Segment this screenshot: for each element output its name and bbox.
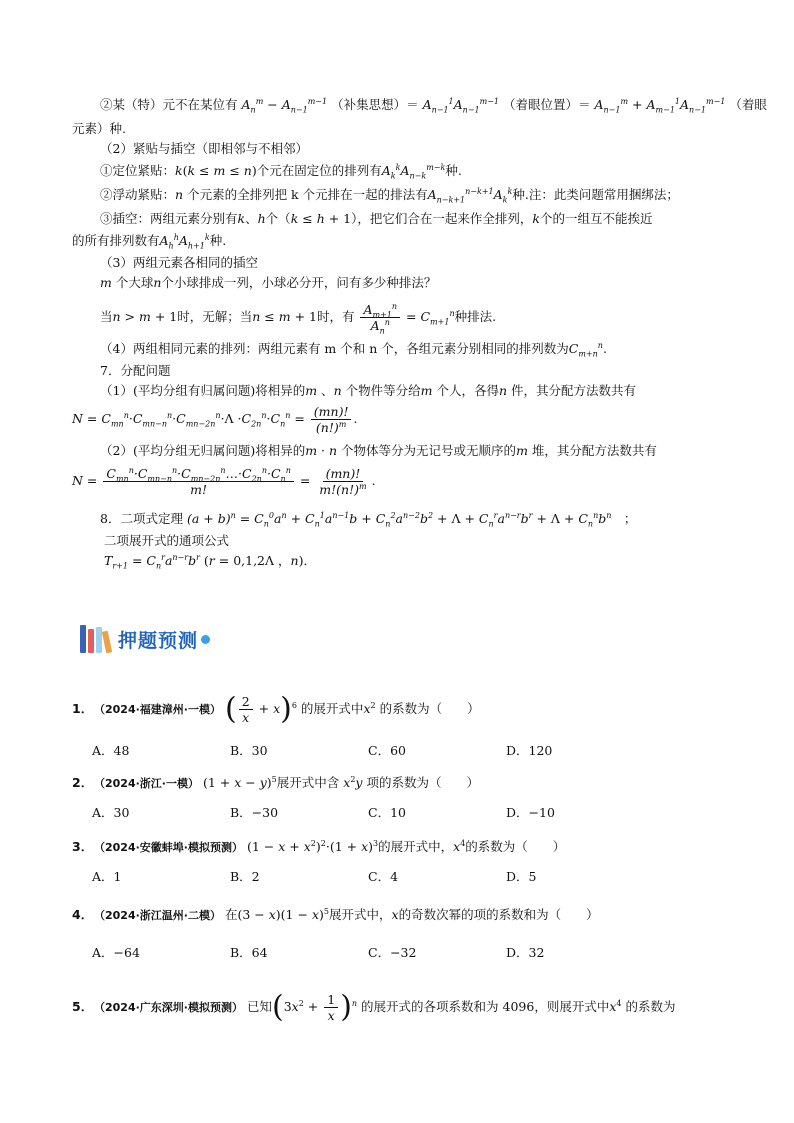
note-line-16: N = $\frac{C_{mn}^n\cdot C_{mn-n}^n\cdot C_{mn-2n}^n\dots\cdot C_{2n}^n\cdot C_n^n}{m!}$ = $\frac{(mn)!}{m!(n!)^m}$ . xyxy=(72,465,376,497)
note-line-6: ③插空：两组元素分别有k、h个（k ≤ h + 1），把它们合在一起来作全排列，k个的一组互不能挨近 xyxy=(100,211,653,226)
note-line-3: （2）紧贴与插空（即相邻与不相邻） xyxy=(100,141,308,156)
question-3-options xyxy=(92,868,644,886)
option-b[interactable]: B．2 xyxy=(230,869,260,884)
option-a[interactable]: A．48 xyxy=(92,743,130,758)
question-5: 5．（2024·广东深圳·模拟预测） 已知($3x^2$ + $\frac{1}{x}$ )$^n$ 的展开式的各项系数和为 4096，则展开式中$x^4$ 的系数为 xyxy=(72,989,676,1025)
books-icon xyxy=(80,625,112,653)
note-line-8: （3）两组元素各相同的插空 xyxy=(100,255,258,270)
question-2-options xyxy=(92,804,644,822)
option-d[interactable]: D．5 xyxy=(506,869,537,884)
section-title: 押题预测 xyxy=(118,629,199,652)
note-line-4: ①定位紧贴：k(k ≤ m ≤ n)个元在固定位的排列有$A_k^kA_{n-k}^{m-k}$种. xyxy=(100,162,462,181)
question-2: 2．（2024·浙江·一模） $(1 + x - y)^5$展开式中含 $x^2y$ 项的系数为（ ） xyxy=(72,774,479,790)
question-1-options xyxy=(92,742,644,760)
option-b[interactable]: B．−30 xyxy=(230,805,279,820)
note-line-12: 7．分配问题 xyxy=(100,363,171,378)
option-c[interactable]: C．−32 xyxy=(368,945,417,960)
note-line-7: 的所有排列数有$A_h^hA_{h+1}^k$种. xyxy=(72,232,227,251)
option-d[interactable]: D．120 xyxy=(506,743,553,758)
question-1: 1．（2024·福建漳州·一模） ( $\frac{2}{x}$ + x)$^6$ 的展开式中$x^2$ 的系数为（ ） xyxy=(72,691,480,727)
note-line-1: ②某（特）元不在某位有 $A_n^m - A_{n-1}^{m-1}$ （补集思想）＝ $A_{n-1}^1A_{n-1}^{m-1}$ （着眼位置）＝ $A_{n-1}^m + A_{m-1}^1A_{n-1}^{m-1}$ （着眼 xyxy=(100,96,767,115)
option-c[interactable]: C．60 xyxy=(368,743,406,758)
note-line-5: ②浮动紧贴：n 个元素的全排列把 k 个元排在一起的排法有$A_{n-k+1}^{n-k+1}A_k^k$种.注：此类问题常用捆绑法； xyxy=(100,186,679,205)
option-b[interactable]: B．64 xyxy=(230,945,268,960)
note-line-9: m 个大球n个小球排成一列，小球必分开，问有多少种排法？ xyxy=(100,275,437,290)
dot-icon xyxy=(201,635,210,644)
option-a[interactable]: A．1 xyxy=(92,869,122,884)
note-line-15: （2）(平均分组无归属问题)将相异的m · n 个物体等分为无记号或无顺序的m 堆，其分配方法数共有 xyxy=(100,443,657,458)
option-c[interactable]: C．4 xyxy=(368,869,399,884)
question-4: 4．（2024·浙江温州·二模） 在$(3 - x)(1 - x)^5$展开式中，x的奇数次幂的项的系数和为（ ） xyxy=(72,906,599,922)
question-4-options xyxy=(92,944,644,962)
note-line-13: （1）(平均分组有归属问题)将相异的m 、n 个物件等分给m 个人，各得n 件，其分配方法数共有 xyxy=(100,383,637,398)
section-heading xyxy=(80,622,210,656)
note-line-11: （4）两组相同元素的排列：两组元素有 m 个和 n 个，各组元素分别相同的排列数为$C_{m+n}^n$. xyxy=(100,340,607,359)
note-line-18: 二项展开式的通项公式 xyxy=(104,533,230,548)
note-line-17: 8．二项式定理 $(a + b)^n = C_n^0a^n + C_n^1a^{n-1}b + C_n^2a^{n-2}b^2 + \Lambda + C_n^ra^{n-r}b^r + \Lambda + C_n^nb^n$ ； xyxy=(100,510,637,529)
option-d[interactable]: D．32 xyxy=(506,945,545,960)
note-line-2: 元素）种. xyxy=(72,121,126,136)
option-c[interactable]: C．10 xyxy=(368,805,406,820)
option-a[interactable]: A．30 xyxy=(92,805,130,820)
option-a[interactable]: A．−64 xyxy=(92,945,140,960)
question-3: 3．（2024·安徽蚌埠·模拟预测） $(1 - x + x^2)^2\cdot(1 + x)^3$的展开式中，$x^4$的系数为（ ） xyxy=(72,838,566,854)
option-d[interactable]: D．−10 xyxy=(506,805,555,820)
note-line-14: $N = C_{mn}^n\cdot C_{mn-n}^n\cdot C_{mn-2n}^n\cdot\Lambda \cdot C_{2n}^n\cdot C_n^n$ = $\frac{(mn)!}{(n!)^m}$ . xyxy=(72,404,358,435)
note-line-19: $T_{r+1} = C_n^ra^{n-r}b^r$ (r = 0,1,2Λ ，n)． xyxy=(104,552,316,571)
note-line-10: 当n > m + 1时，无解；当n ≤ m + 1时，有 $\frac{A_{m+1}^n}{A_n^n}$ = $C_{m+1}^n$种排法. xyxy=(100,301,497,336)
option-b[interactable]: B．30 xyxy=(230,743,268,758)
